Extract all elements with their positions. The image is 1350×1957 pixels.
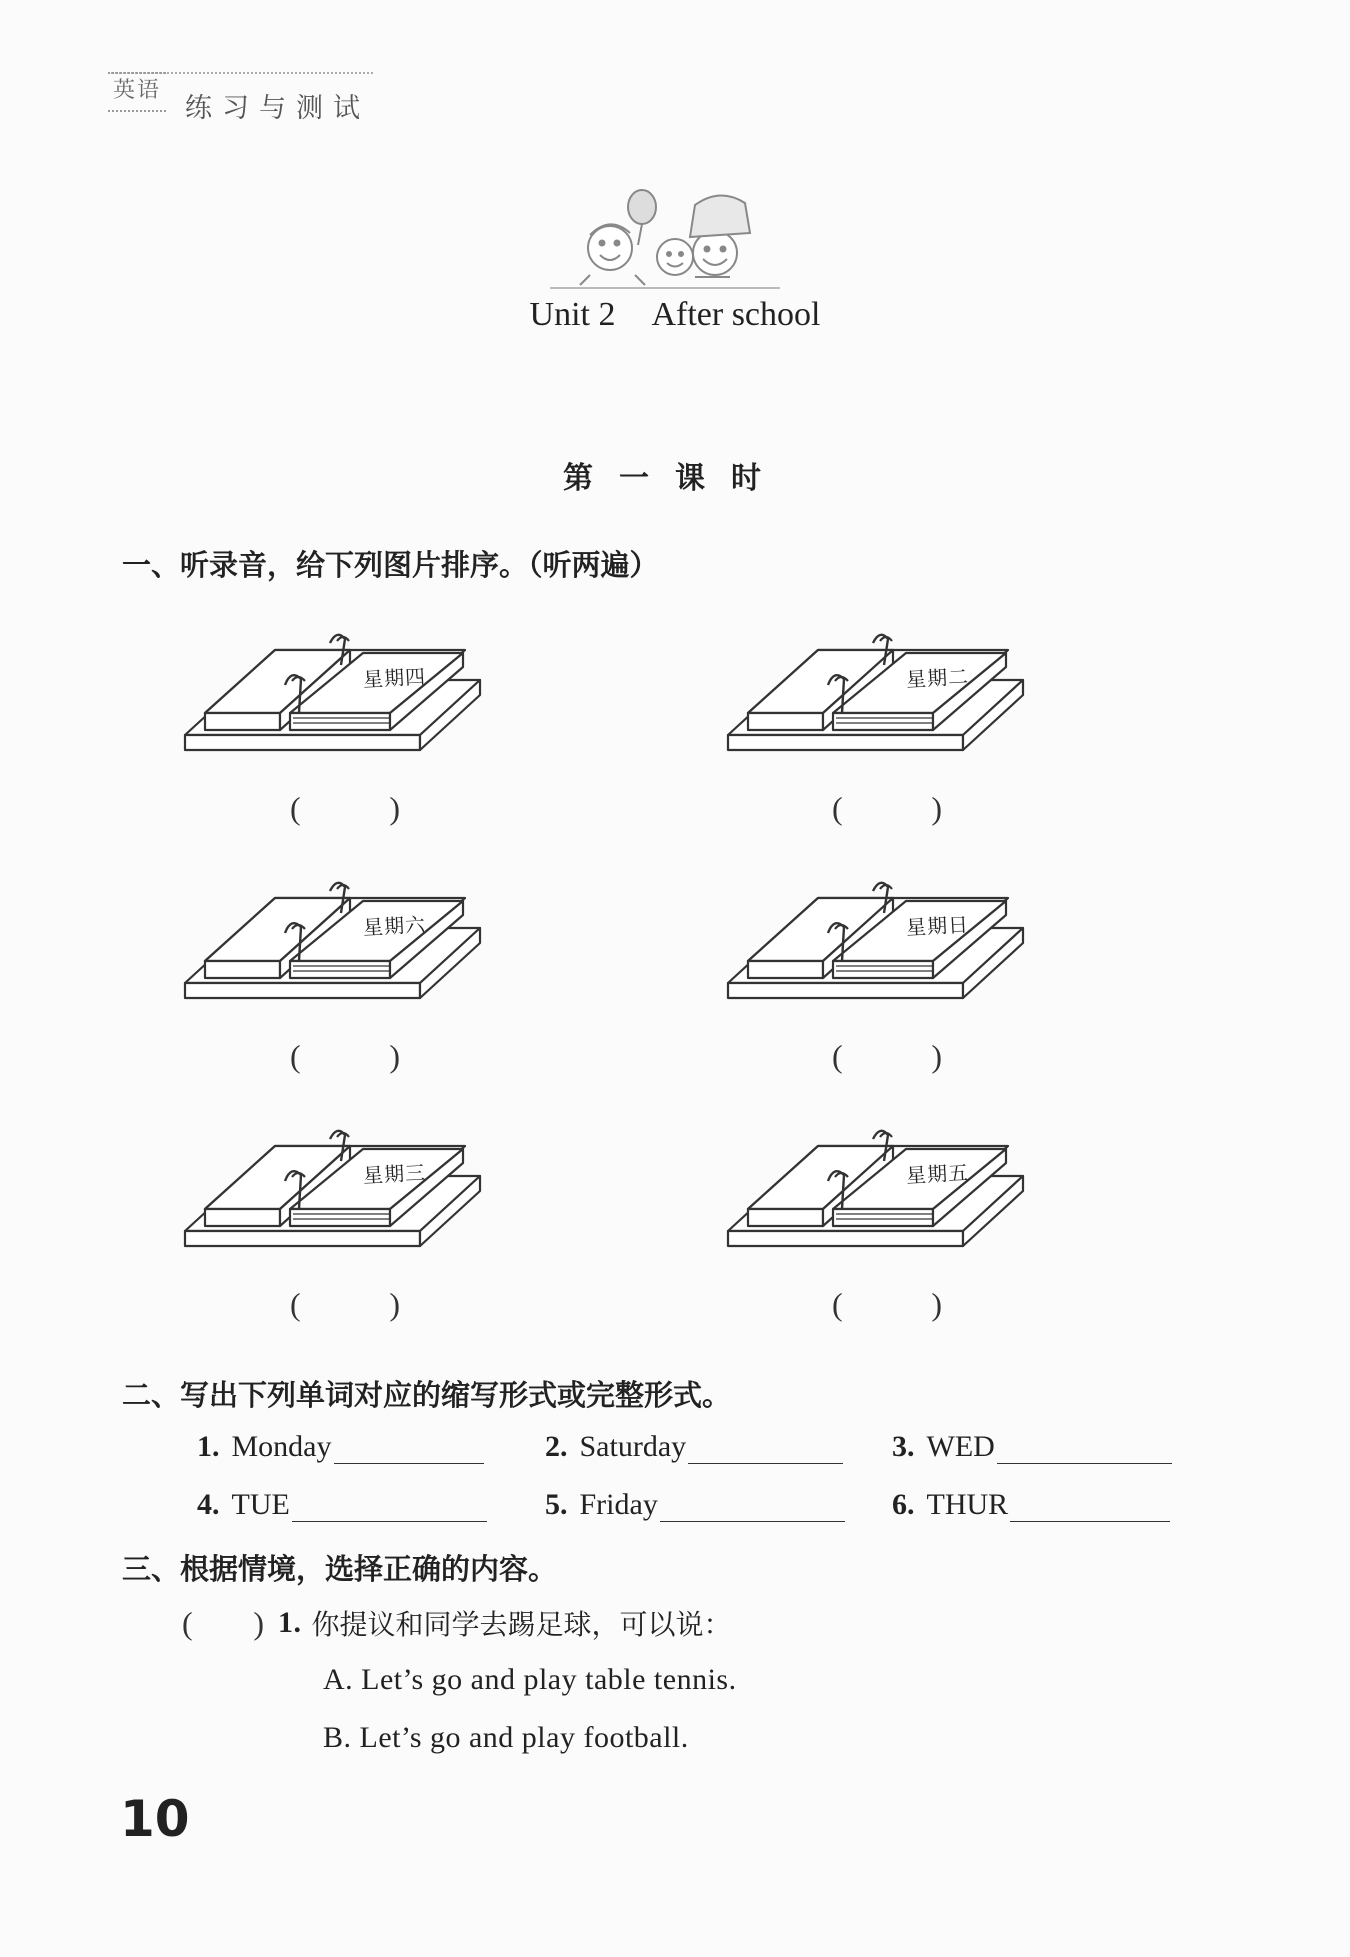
calendar-label: 星期二	[905, 664, 970, 692]
header-book-title: 练习与测试	[185, 93, 370, 124]
calendar-3	[165, 863, 505, 1023]
word-item-3: 3. WED	[892, 1430, 1172, 1464]
calendar-label: 星期六	[362, 912, 427, 940]
answer-paren-2[interactable]: ( )	[832, 790, 942, 826]
section3-title: 三、根据情境，选择正确的内容。	[122, 1552, 558, 1586]
kids-illustration	[550, 185, 780, 295]
answer-blank[interactable]	[1010, 1491, 1170, 1522]
calendar-1	[165, 615, 505, 775]
calendar-4	[708, 863, 1048, 1023]
word-item-5: 5. Friday	[545, 1488, 845, 1522]
word-item-2: 2. Saturday	[545, 1430, 843, 1464]
header-subject-tag: 英语	[108, 72, 166, 112]
answer-paren-6[interactable]: ( )	[832, 1286, 942, 1322]
calendar-2	[708, 615, 1048, 775]
section2-title: 二、写出下列单词对应的缩写形式或完整形式。	[122, 1378, 732, 1412]
section1-title: 一、听录音，给下列图片排序。（听两遍）	[122, 548, 659, 582]
question-number: 1.	[278, 1606, 302, 1639]
unit-title	[0, 296, 1350, 334]
option-b[interactable]: B. Let’s go and play football.	[323, 1721, 689, 1754]
calendar-label: 星期四	[362, 664, 427, 692]
question-1	[182, 1603, 732, 1643]
answer-blank[interactable]	[688, 1433, 843, 1464]
word-item-4: 4. TUE	[197, 1488, 487, 1522]
calendar-5	[165, 1111, 505, 1271]
answer-paren-5[interactable]: ( )	[290, 1286, 400, 1322]
question-text: 你提议和同学去踢足球，可以说：	[311, 1608, 732, 1641]
answer-blank[interactable]	[292, 1491, 487, 1522]
unit-name: After school	[651, 296, 821, 333]
word-item-6: 6. THUR	[892, 1488, 1170, 1522]
calendar-label: 星期五	[905, 1160, 970, 1188]
answer-blank[interactable]	[660, 1491, 845, 1522]
page-number: 10	[120, 1790, 190, 1848]
calendar-label: 星期日	[905, 912, 970, 940]
answer-paren-4[interactable]: ( )	[832, 1038, 942, 1074]
question-1-answer-paren[interactable]: ( )	[182, 1604, 264, 1641]
option-a[interactable]: A. Let’s go and play table tennis.	[323, 1663, 737, 1696]
word-item-1: 1. Monday	[197, 1430, 484, 1464]
answer-paren-1[interactable]: ( )	[290, 790, 400, 826]
answer-blank[interactable]	[997, 1433, 1172, 1464]
answer-paren-3[interactable]: ( )	[290, 1038, 400, 1074]
unit-number: Unit 2	[529, 296, 616, 333]
calendar-6	[708, 1111, 1048, 1271]
lesson-heading: 第一课时	[563, 461, 787, 496]
answer-blank[interactable]	[334, 1433, 484, 1464]
calendar-label: 星期三	[362, 1160, 427, 1188]
